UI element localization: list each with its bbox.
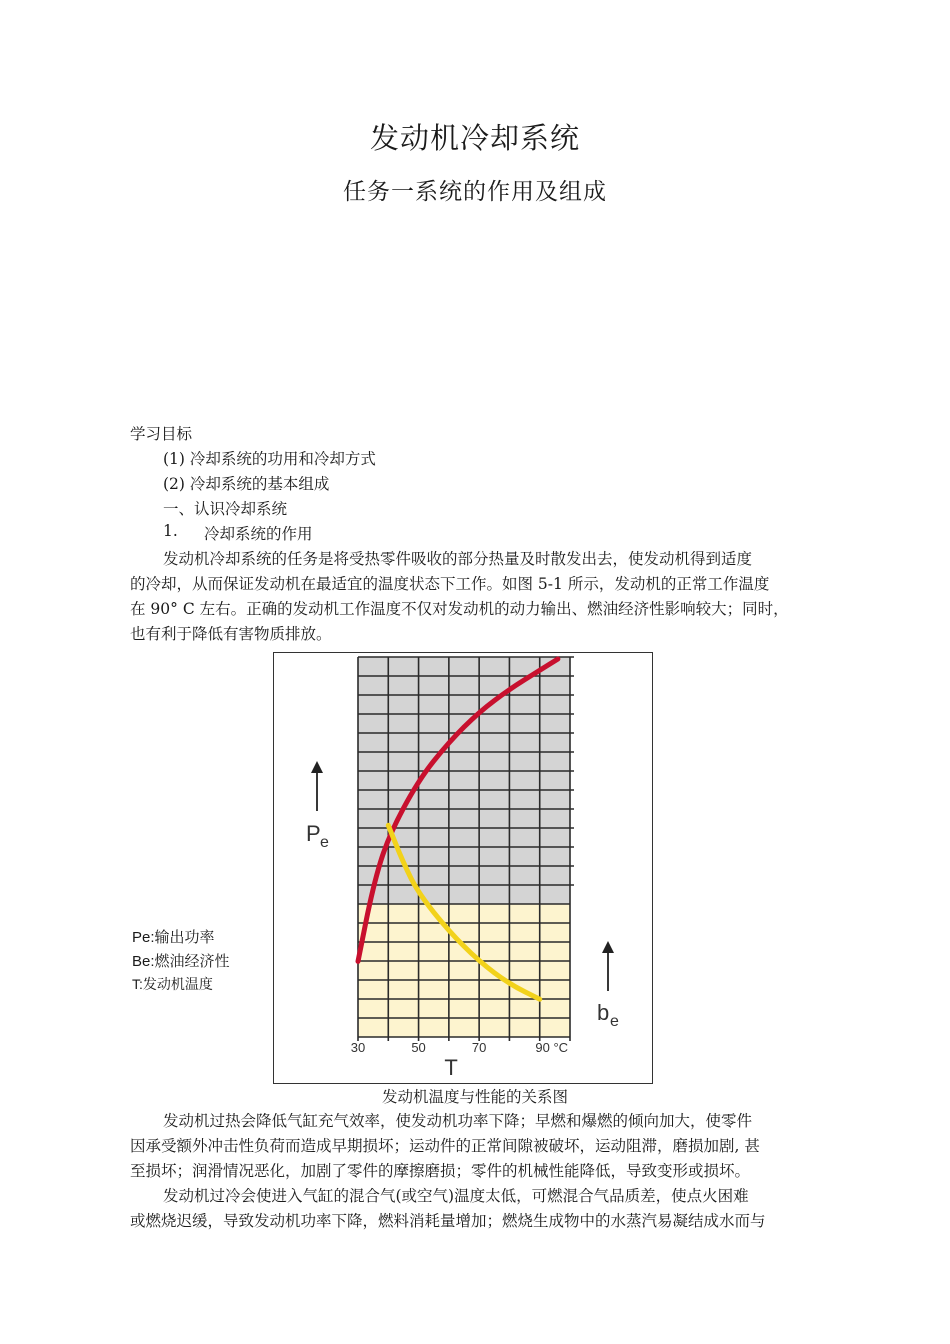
paragraph-line: 的冷却，从而保证发动机在最适宜的温度状态下工作。如图 5-1 所示，发动机的正常工作温度 xyxy=(130,575,770,593)
series-axis-label: b xyxy=(597,1000,610,1025)
legend-be: Be:燃油经济性 xyxy=(132,953,230,970)
paragraph-line: 发动机过热会降低气缸充气效率，使发动机功率下降；早燃和爆燃的倾向加大，使零件 xyxy=(163,1112,753,1130)
page-title: 发动机冷却系统 xyxy=(369,121,580,155)
series-axis-label: P xyxy=(306,821,321,846)
paragraph-line: 因承受额外冲击性负荷而造成早期损坏；运动件的正常间隙被破坏，运动阻滞，磨损加剧, 甚 xyxy=(130,1137,760,1155)
subsection-number: 1. xyxy=(163,522,178,540)
x-tick-label: 70 xyxy=(471,1040,487,1055)
objectives-heading: 学习目标 xyxy=(130,425,193,443)
temperature-performance-figure xyxy=(273,652,653,1084)
subsection-title: 冷却系统的作用 xyxy=(204,525,313,543)
x-axis-label: T xyxy=(444,1055,458,1080)
up-arrow-icon xyxy=(311,761,323,773)
legend-t: T:发动机温度 xyxy=(132,976,213,992)
objective-item: (1) 冷却系统的功用和冷却方式 xyxy=(163,450,376,468)
performance-chart xyxy=(274,653,652,1083)
paragraph-line: 在 90° C 左右。正确的发动机工作温度不仅对发动机的动力输出、燃油经济性影响较大；同时， xyxy=(130,600,789,618)
paragraph-line: 发动机冷却系统的任务是将受热零件吸收的部分热量及时散发出去，使发动机得到适度 xyxy=(163,550,753,568)
paragraph-line: 或燃烧迟缓，导致发动机功率下降，燃料消耗量增加；燃烧生成物中的水蒸汽易凝结成水而与 xyxy=(130,1212,766,1230)
series-axis-subscript: e xyxy=(320,834,329,851)
page-subtitle: 任务一系统的作用及组成 xyxy=(343,179,607,205)
series-axis-subscript: e xyxy=(610,1013,619,1030)
paragraph-line: 也有利于降低有害物质排放。 xyxy=(130,625,332,643)
x-tick-label: 90 °C xyxy=(535,1040,569,1055)
up-arrow-icon xyxy=(602,941,614,953)
x-tick-label: 50 xyxy=(411,1040,426,1055)
figure-caption: 发动机温度与性能的关系图 xyxy=(381,1088,568,1106)
section-heading: 一、认识冷却系统 xyxy=(163,500,288,518)
legend-pe: Pe:输出功率 xyxy=(132,929,215,946)
x-tick-label: 30 xyxy=(350,1040,366,1055)
consumption-region xyxy=(358,904,570,1037)
power-region xyxy=(358,657,570,904)
paragraph-line: 至损坏；润滑情况恶化，加剧了零件的摩擦磨损；零件的机械性能降低，导致变形或损坏。 xyxy=(130,1162,751,1180)
paragraph-line: 发动机过冷会使进入气缸的混合气(或空气)温度太低，可燃混合气品质差，使点火困难 xyxy=(163,1187,749,1205)
objective-item: (2) 冷却系统的基本组成 xyxy=(163,475,330,493)
